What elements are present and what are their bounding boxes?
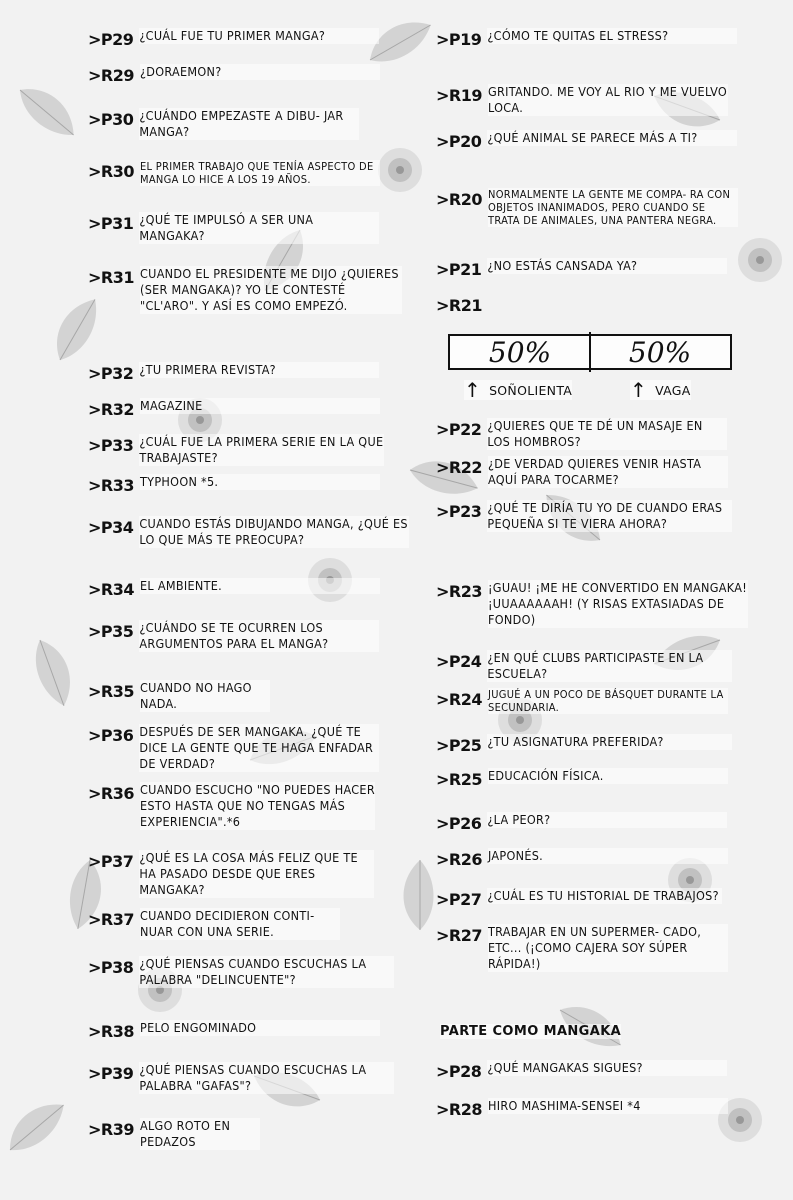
entry-label: >R27 <box>436 926 482 945</box>
entry-text: JAPONÉS. <box>488 848 728 864</box>
chart-category-label: VAGA <box>655 382 691 398</box>
question-p25 <box>436 734 732 755</box>
entry-label: >R23 <box>436 582 482 601</box>
entry-label: >P36 <box>88 726 134 745</box>
entry-text: ¿CUÁNDO EMPEZASTE A DIBU- JAR MANGA? <box>139 108 359 140</box>
entry-label: >P31 <box>88 214 134 233</box>
answer-r35 <box>88 680 270 712</box>
entry-text: ¿CÓMO TE QUITAS EL STRESS? <box>487 28 737 44</box>
question-p29 <box>88 28 379 49</box>
question-p36 <box>88 724 379 772</box>
answer-r19 <box>436 84 728 116</box>
answer-r36 <box>88 782 375 830</box>
question-p30 <box>88 108 359 140</box>
entry-text: ¿CUÁNDO SE TE OCURREN LOS ARGUMENTOS PARA EL MANGA? <box>139 620 379 652</box>
entry-label: >R22 <box>436 458 482 477</box>
entry-text: CUANDO NO HAGO NADA. <box>140 680 270 712</box>
entry-text: ¿TU PRIMERA REVISTA? <box>139 362 379 378</box>
entry-label: >P26 <box>436 814 482 833</box>
up-arrow-icon: ↑ <box>464 378 482 402</box>
entry-text: EDUCACIÓN FÍSICA. <box>488 768 728 784</box>
question-p20 <box>436 130 737 151</box>
entry-label: >P34 <box>88 518 134 537</box>
entry-label: >R31 <box>88 268 134 287</box>
entry-label: >P23 <box>436 502 482 521</box>
answer-r20 <box>436 188 738 227</box>
entry-text: NORMALMENTE LA GENTE ME COMPA- RA CON OBJETOS INANIMADOS, PERO CUANDO SE TRATA DE ANIMALES, UNA PANTERA NEGRA. <box>488 188 738 227</box>
entry-text: ¿LA PEOR? <box>487 812 727 828</box>
chart-value-sleepy: 50% <box>488 335 552 369</box>
question-p39 <box>88 1062 394 1094</box>
chart-caption-sleepy <box>464 380 572 400</box>
entry-label: >P27 <box>436 890 482 909</box>
entry-label: >R21 <box>436 296 482 315</box>
entry-text: ¿QUÉ PIENSAS CUANDO ESCUCHAS LA PALABRA "GAFAS"? <box>139 1062 394 1094</box>
entry-label: >P19 <box>436 30 482 49</box>
entry-label: >R24 <box>436 690 482 709</box>
entry-text: CUANDO ESCUCHO "NO PUEDES HACER ESTO HASTA QUE NO TENGAS MÁS EXPERIENCIA".*6 <box>140 782 375 829</box>
entry-label: >R25 <box>436 770 482 789</box>
entry-text: DESPUÉS DE SER MANGAKA. ¿QUÉ TE DICE LA GENTE QUE TE HAGA ENFADAR DE VERDAD? <box>139 724 379 772</box>
entry-text: ¿NO ESTÁS CANSADA YA? <box>487 258 727 274</box>
entry-label: >R37 <box>88 910 134 929</box>
question-p34 <box>88 516 409 548</box>
section-heading: PARTE COMO MANGAKA <box>440 1024 622 1039</box>
answer-r27 <box>436 924 728 972</box>
question-p24 <box>436 650 732 682</box>
entry-label: >P28 <box>436 1062 482 1081</box>
entry-label: >P30 <box>88 110 134 129</box>
question-p23 <box>436 500 732 532</box>
entry-text: EL PRIMER TRABAJO QUE TENÍA ASPECTO DE MANGA LO HICE A LOS 19 AÑOS. <box>140 160 380 186</box>
answer-r31 <box>88 266 402 314</box>
entry-label: >P25 <box>436 736 482 755</box>
entry-label: >P37 <box>88 852 134 871</box>
entry-text: ¿TU ASIGNATURA PREFERIDA? <box>487 734 732 750</box>
chart-category-label: SOÑOLIENTA <box>489 382 573 398</box>
question-p37 <box>88 850 374 898</box>
entry-label: >R26 <box>436 850 482 869</box>
chart-frame <box>448 334 732 370</box>
answer-r29 <box>88 64 380 85</box>
entry-label: >P32 <box>88 364 134 383</box>
entry-label: >R32 <box>88 400 134 419</box>
entry-text: ¿QUÉ ANIMAL SE PARECE MÁS A TI? <box>487 130 737 146</box>
question-p27 <box>436 888 722 909</box>
question-p21 <box>436 258 727 279</box>
question-p19 <box>436 28 737 49</box>
entry-label: >R39 <box>88 1120 134 1139</box>
entry-text: ¿QUÉ TE DIRÍA TU YO DE CUANDO ERAS PEQUEÑA SI TE VIERA AHORA? <box>487 500 732 532</box>
answer-r39 <box>88 1118 260 1150</box>
entry-text: ¿QUÉ ES LA COSA MÁS FELIZ QUE TE HA PASADO DESDE QUE ERES MANGAKA? <box>139 850 374 898</box>
answer-r38 <box>88 1020 380 1041</box>
entry-text: ¿QUÉ PIENSAS CUANDO ESCUCHAS LA PALABRA "DELINCUENTE"? <box>139 956 394 988</box>
question-p33 <box>88 434 384 466</box>
entry-text: TRABAJAR EN UN SUPERMER- CADO, ETC... (¡COMO CAJERA SOY SÚPER RÁPIDA!) <box>488 924 728 972</box>
entry-text: ¿CUÁL FUE TU PRIMER MANGA? <box>139 28 379 44</box>
up-arrow-icon: ↑ <box>630 378 648 402</box>
entry-text: ¿DORAEMON? <box>140 64 380 80</box>
entry-text: TYPHOON *5. <box>140 474 380 490</box>
entry-text: ¿QUIERES QUE TE DÉ UN MASAJE EN LOS HOMBROS? <box>487 418 727 450</box>
entry-text: ¿EN QUÉ CLUBS PARTICIPASTE EN LA ESCUELA? <box>487 650 732 682</box>
answer-r23 <box>436 580 748 628</box>
question-p31 <box>88 212 379 244</box>
tiredness-chart <box>440 330 740 410</box>
answer-r24 <box>436 688 728 714</box>
entry-label: >P39 <box>88 1064 134 1083</box>
answer-r22 <box>436 456 728 488</box>
entry-label: >P33 <box>88 436 134 455</box>
entry-label: >P24 <box>436 652 482 671</box>
entry-text: CUANDO DECIDIERON CONTI- NUAR CON UNA SERIE. <box>140 908 340 940</box>
question-p26 <box>436 812 727 833</box>
entry-text: JUGUÉ A UN POCO DE BÁSQUET DURANTE LA SECUNDARIA. <box>488 688 728 714</box>
entry-label: >R34 <box>88 580 134 599</box>
entry-text: ¿CUÁL FUE LA PRIMERA SERIE EN LA QUE TRABAJASTE? <box>139 434 384 465</box>
entry-text: PELO ENGOMINADO <box>140 1020 380 1036</box>
answer-r33 <box>88 474 380 495</box>
entry-label: >P22 <box>436 420 482 439</box>
entry-label: >R20 <box>436 190 482 209</box>
entry-label: >P38 <box>88 958 134 977</box>
entry-label: >R36 <box>88 784 134 803</box>
question-p32 <box>88 362 379 383</box>
entry-text: ¿QUÉ MANGAKAS SIGUES? <box>487 1060 727 1076</box>
entry-text: ¿DE VERDAD QUIERES VENIR HASTA AQUÍ PARA TOCARME? <box>488 456 728 488</box>
entry-label: >R35 <box>88 682 134 701</box>
entry-label: >P21 <box>436 260 482 279</box>
entry-text: ALGO ROTO EN PEDAZOS <box>140 1118 260 1150</box>
question-p28 <box>436 1060 727 1081</box>
entry-text: HIRO MASHIMA-SENSEI *4 <box>488 1098 728 1114</box>
entry-label: >P20 <box>436 132 482 151</box>
question-p22 <box>436 418 727 450</box>
answer-r21 <box>436 294 488 315</box>
answer-r25 <box>436 768 728 789</box>
entry-label: >R30 <box>88 162 134 181</box>
entry-text: GRITANDO. ME VOY AL RIO Y ME VUELVO LOCA. <box>488 84 728 115</box>
answer-r32 <box>88 398 380 419</box>
chart-value-lazy: 50% <box>628 335 692 369</box>
entry-text: CUANDO ESTÁS DIBUJANDO MANGA, ¿QUÉ ES LO QUE MÁS TE PREOCUPA? <box>139 516 408 547</box>
entry-label: >R29 <box>88 66 134 85</box>
entry-text: EL AMBIENTE. <box>140 578 380 594</box>
entry-label: >P29 <box>88 30 134 49</box>
entry-text: CUANDO EL PRESIDENTE ME DIJO ¿QUIERES (SER MANGAKA)? YO LE CONTESTÉ "CL'ARO". Y ASÍ ES COMO EMPEZÓ. <box>140 266 402 314</box>
entry-label: >R28 <box>436 1100 482 1119</box>
entry-label: >P35 <box>88 622 134 641</box>
answer-r37 <box>88 908 340 940</box>
answer-r28 <box>436 1098 728 1119</box>
entry-text: ¿CUÁL ES TU HISTORIAL DE TRABAJOS? <box>487 888 722 904</box>
question-p38 <box>88 956 394 988</box>
answer-r26 <box>436 848 728 869</box>
entry-text: MAGAZINE <box>140 398 380 414</box>
entry-label: >R33 <box>88 476 134 495</box>
entry-text: ¿QUÉ TE IMPULSÓ A SER UNA MANGAKA? <box>139 212 379 244</box>
answer-r30 <box>88 160 380 186</box>
question-p35 <box>88 620 379 652</box>
entry-text: ¡GUAU! ¡ME HE CONVERTIDO EN MANGAKA! ¡UUAAAAAAH! (Y RISAS EXTASIADAS DE FONDO) <box>488 580 747 627</box>
answer-r34 <box>88 578 380 599</box>
entry-label: >R38 <box>88 1022 134 1041</box>
entry-label: >R19 <box>436 86 482 105</box>
chart-caption-lazy <box>630 380 691 400</box>
